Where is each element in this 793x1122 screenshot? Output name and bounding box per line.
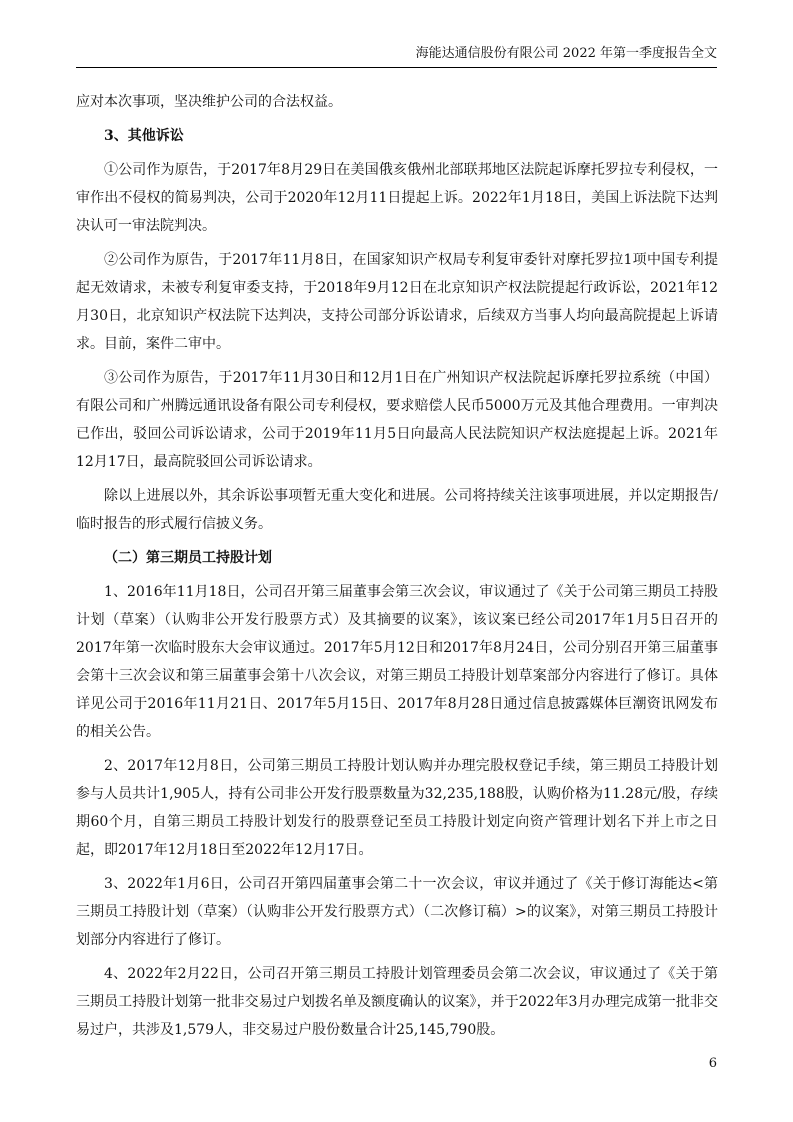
section-heading-other-litigation: 3、其他诉讼	[104, 128, 184, 144]
paragraph-litigation-3: ③公司作为原告，于2017年11月30日和12月1日在广州知识产权法院起诉摩托罗拉系统（中国）有限公司和广州腾远通讯设备有限公司专利侵权，要求赔偿人民币5000万元及其他合理费用。一审判决已作出，驳回公司诉讼请求，公司于2019年11月5日向最高人民法院知识产权法庭提起上诉。2021年12月17日，最高院驳回公司诉讼请求。	[76, 370, 718, 470]
document-body	[76, 88, 718, 1044]
paragraph-litigation-summary: 除以上进展以外，其余诉讼事项暂无重大变化和进展。公司将持续关注该事项进展，并以定期报告/临时报告的形式履行信披义务。	[76, 488, 718, 532]
paragraph-esop-3: 3、2022年1月6日，公司召开第四届董事会第二十一次会议，审议并通过了《关于修订海能达<第三期员工持股计划（草案）（认购非公开发行股票方式）（二次修订稿）>的议案》，对第三期员工持股计划部分内容进行了修订。	[76, 876, 718, 948]
page-number: 6	[708, 1056, 717, 1071]
paragraph-esop-1: 1、2016年11月18日，公司召开第三届董事会第三次会议，审议通过了《关于公司第三期员工持股计划（草案）（认购非公开发行股票方式）及其摘要的议案》，该议案已经公司2017年1月5日召开的2017年第一次临时股东大会审议通过。2017年5月12日和2017年8月24日，公司分别召开第三届董事会第十三次会议和第三届董事会第十八次会议，对第三期员工持股计划草案部分内容进行了修订。具体详见公司于2016年11月21日、2017年5月15日、2017年8月28日通过信息披露媒体巨潮资讯网发布的相关公告。	[76, 584, 718, 740]
paragraph-continuation: 应对本次事项，坚决维护公司的合法权益。	[76, 94, 342, 110]
page-header: 海能达通信股份有限公司 2022 年第一季度报告全文	[76, 44, 717, 68]
paragraph-esop-2: 2、2017年12月8日，公司第三期员工持股计划认购并办理完股权登记手续，第三期员工持股计划参与人员共计1,905人，持有公司非公开发行股票数量为32,235,188股，认购价格为11.28元/股，存续期60个月，自第三期员工持股计划发行的股票登记至员工持股计划定向资产管理计划名下并上市之日起，即2017年12月18日至2022年12月17日。	[76, 758, 718, 858]
paragraph-litigation-1: ①公司作为原告，于2017年8月29日在美国俄亥俄州北部联邦地区法院起诉摩托罗拉专利侵权，一审作出不侵权的简易判决，公司于2020年12月11日提起上诉。2022年1月18日，美国上诉法院下达判决认可一审法院判决。	[76, 162, 718, 234]
section-heading-employee-stock-plan: （二）第三期员工持股计划	[104, 550, 272, 566]
paragraph-litigation-2: ②公司作为原告，于2017年11月8日，在国家知识产权局专利复审委针对摩托罗拉1项中国专利提起无效请求，未被专利复审委支持，于2018年9月12日在北京知识产权法院提起行政诉讼，2021年12月30日，北京知识产权法院下达判决，支持公司部分诉讼请求，后续双方当事人均向最高院提起上诉请求。目前，案件二审中。	[76, 252, 718, 352]
paragraph-esop-4: 4、2022年2月22日，公司召开第三期员工持股计划管理委员会第二次会议，审议通过了《关于第三期员工持股计划第一批非交易过户划拨名单及额度确认的议案》，并于2022年3月办理完成第一批非交易过户，共涉及1,579人，非交易过户股份数量合计25,145,790股。	[76, 966, 718, 1038]
